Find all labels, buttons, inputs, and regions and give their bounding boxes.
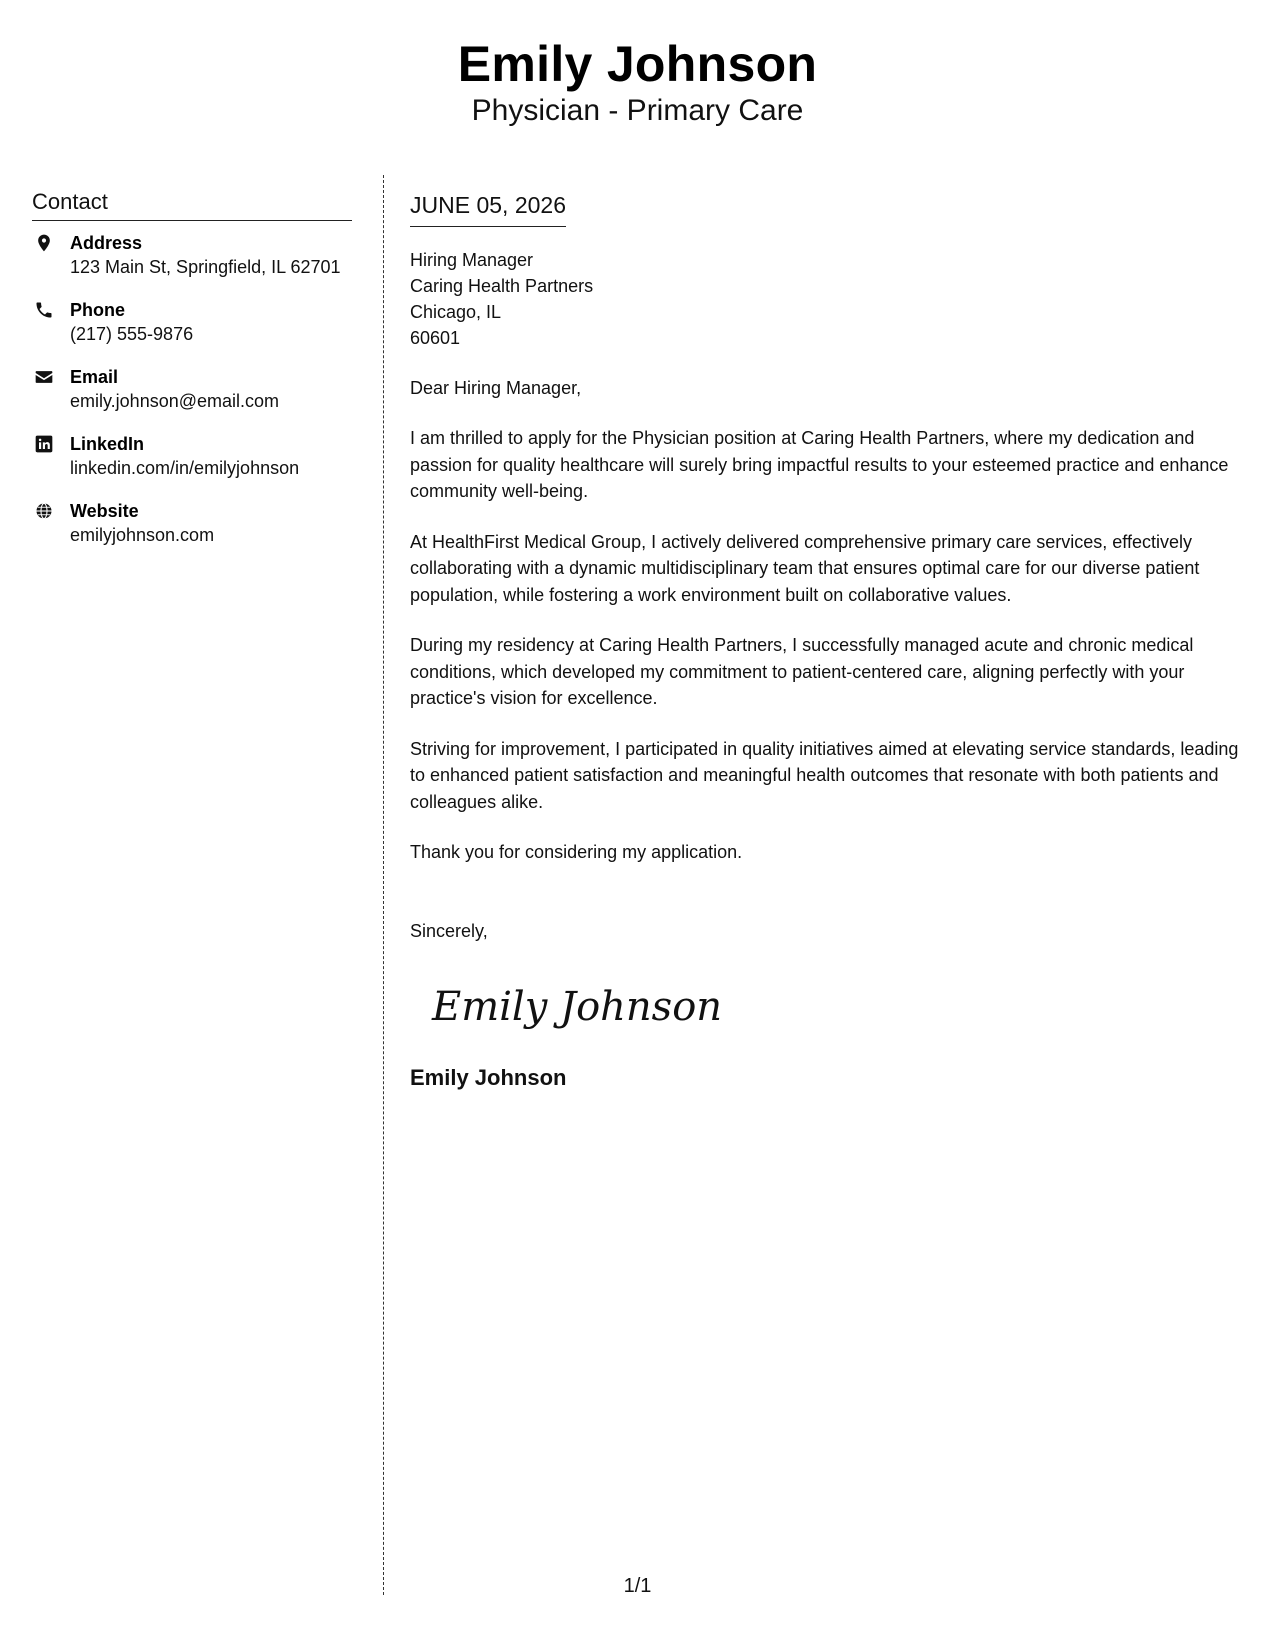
- phone-icon: [34, 300, 54, 320]
- contact-email: [32, 365, 352, 413]
- letter-body: [410, 190, 1250, 1092]
- signature-text: Emily Johnson: [432, 983, 723, 1030]
- recipient-city: Chicago, IL: [410, 302, 502, 322]
- letter-paragraph: I am thrilled to apply for the Physician position at Caring Health Partners, where my dedication and passion for quality healthcare will surely bring impactful results to your esteemed practice and enhance community well-being.: [410, 428, 1229, 501]
- signer-name: Emily Johnson: [410, 1064, 567, 1090]
- letter-paragraph: At HealthFirst Medical Group, I actively delivered comprehensive primary care services, effectively collaborating with a dynamic multidisciplinary team that ensures optimal care for our diverse patient population, while fostering a work environment built on collaborative values.: [410, 531, 1200, 605]
- linkedin-icon: [34, 434, 54, 454]
- contact-value: emily.johnson@email.com: [70, 391, 280, 411]
- recipient-title: Hiring Manager: [410, 250, 534, 270]
- contact-label: Website: [70, 501, 139, 521]
- page-number: 1/1: [623, 1575, 652, 1597]
- map-pin-icon: [34, 233, 54, 253]
- letter-paragraph: During my residency at Caring Health Partners, I successfully managed acute and chronic medical conditions, which developed my commitment to patient-centered care, aligning perfectly with your practice's vision for excellence.: [410, 635, 1194, 708]
- header: [0, 35, 1275, 129]
- column-divider: [383, 175, 384, 1595]
- contact-label: Address: [70, 233, 143, 253]
- contact-value: (217) 555-9876: [70, 324, 194, 344]
- applicant-name: Emily Johnson: [457, 36, 818, 92]
- contact-website: [32, 499, 352, 547]
- applicant-role: Physician - Primary Care: [471, 94, 804, 127]
- closing: Sincerely,: [410, 920, 488, 941]
- contact-value: linkedin.com/in/emilyjohnson: [70, 458, 300, 478]
- contact-label: Email: [70, 367, 119, 387]
- globe-icon: [34, 501, 54, 521]
- recipient-block: [410, 247, 1250, 351]
- contact-heading: Contact: [32, 188, 352, 221]
- contact-value: emilyjohnson.com: [70, 525, 215, 545]
- recipient-zip: 60601: [410, 328, 461, 348]
- signature-image: [428, 972, 723, 1042]
- contact-address: [32, 231, 352, 279]
- date-block: [410, 190, 566, 227]
- contact-value: 123 Main St, Springfield, IL 62701: [70, 257, 341, 277]
- letter-paragraph: Striving for improvement, I participated in quality initiatives aimed at elevating service standards, leading to enhanced patient satisfaction and meaningful health outcomes that resonate with both patients and colleagues alike.: [410, 738, 1239, 812]
- contact-sidebar: [32, 188, 352, 566]
- envelope-icon: [34, 367, 54, 387]
- contact-label: Phone: [70, 300, 126, 320]
- contact-list: [32, 231, 352, 547]
- contact-phone: [32, 298, 352, 346]
- salutation: Dear Hiring Manager,: [410, 378, 582, 398]
- contact-label: LinkedIn: [70, 434, 145, 454]
- letter-date: JUNE 05, 2026: [410, 192, 566, 218]
- recipient-company: Caring Health Partners: [410, 276, 594, 296]
- letter-paragraph: Thank you for considering my application.: [410, 842, 743, 862]
- contact-linkedin: [32, 432, 352, 480]
